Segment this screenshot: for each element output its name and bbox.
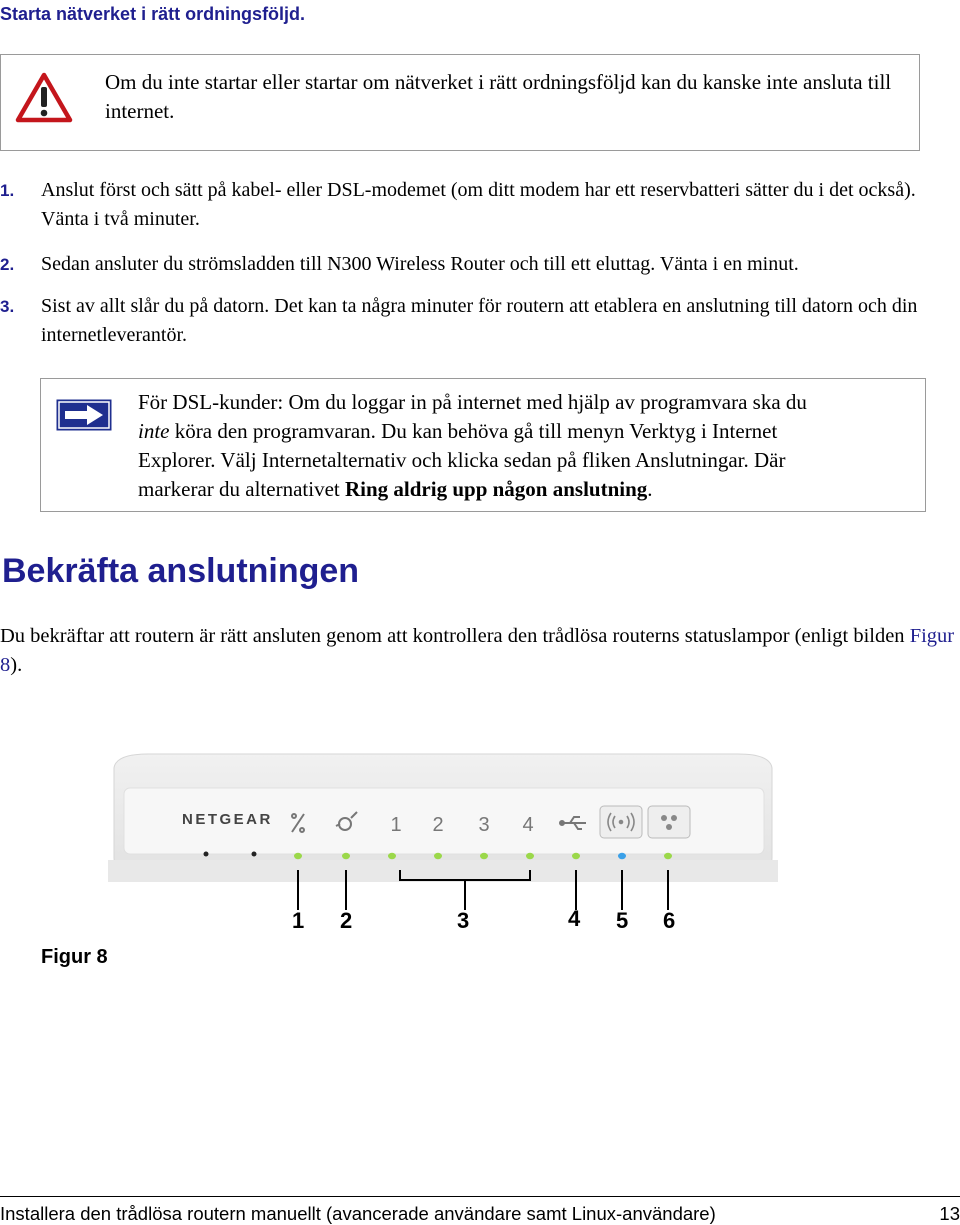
port-label: 3	[478, 814, 490, 836]
callout-lines	[260, 870, 700, 910]
port-label: 2	[432, 814, 444, 836]
wireless-button[interactable]	[648, 806, 690, 838]
note-line	[138, 417, 918, 446]
status-led	[388, 853, 396, 859]
port-label: 4	[522, 814, 534, 836]
body-paragraph	[0, 622, 958, 680]
page-number: 13	[939, 1203, 960, 1224]
step-text: Anslut först och sätt på kabel- eller DSL-modemet (om ditt modem har ett reservbatteri sätter du i det också). Vänta i två minuter.	[41, 179, 916, 230]
step-text: Sist av allt slår du på datorn. Det kan ta några minuter för routern att etablera en anslutning till datorn och din internetleverantör.	[41, 295, 918, 346]
callout-number: 6	[663, 908, 676, 933]
note-option-name: Ring aldrig upp någon anslutning	[344, 477, 648, 501]
status-led	[480, 853, 488, 859]
page-footer	[0, 1196, 960, 1224]
status-led	[434, 853, 442, 859]
step-text: Sedan ansluter du strömsladden till N300 Wireless Router och till ett eluttag. Vänta i en minut.	[41, 253, 799, 275]
section-heading: Bekräfta anslutningen	[2, 552, 360, 590]
router-front-panel	[108, 752, 778, 882]
router-brand: NETGEAR	[182, 811, 273, 828]
callout-number: 3	[457, 908, 470, 933]
callout-number: 4	[568, 906, 581, 931]
callout-number: 1	[292, 908, 305, 933]
status-led	[618, 853, 626, 859]
callout-number: 2	[340, 908, 353, 933]
status-led	[572, 853, 580, 859]
reset-hole	[204, 852, 209, 857]
warning-box	[0, 54, 920, 151]
note-line	[138, 475, 918, 504]
reset-hole	[252, 852, 257, 857]
figure-link[interactable]: Figur 8	[0, 625, 955, 676]
figure-caption: Figur 8	[41, 946, 108, 968]
status-led	[342, 853, 350, 859]
section-subheading: Starta nätverket i rätt ordningsföljd.	[0, 4, 306, 24]
note-line-text: köra den programvaran. Du kan behöva gå till menyn Verktyg i Internet	[169, 419, 778, 443]
warning-text: Om du inte startar eller startar om nätverket i rätt ordningsföljd kan du kanske inte ansluta till internet.	[105, 70, 892, 123]
paragraph-text: Du bekräftar att routern är rätt ansluten genom att kontrollera den trådlösa routerns statuslampor (enligt bilden	[0, 625, 910, 647]
step-number: 3.	[0, 297, 15, 316]
note-box	[40, 378, 926, 512]
step-number: 1.	[0, 181, 15, 200]
status-led	[294, 853, 302, 859]
note-line-text: markerar du alternativet	[138, 477, 345, 501]
status-led	[664, 853, 672, 859]
note-line: Explorer. Välj Internetalternativ och klicka sedan på fliken Anslutningar. Där	[138, 448, 786, 472]
note-line: För DSL-kunder: Om du loggar in på internet med hjälp av programvara ska du	[138, 390, 807, 414]
arrow-right-icon	[56, 399, 112, 431]
callout-number: 5	[616, 908, 629, 933]
footer-title: Installera den trådlösa routern manuellt (avancerade användare samt Linux-användare)	[0, 1203, 716, 1224]
paragraph-text: ).	[10, 654, 23, 676]
note-text	[138, 388, 918, 504]
port-label: 1	[390, 814, 402, 836]
note-emphasis: inte	[138, 419, 170, 443]
note-line-text: .	[647, 477, 653, 501]
step-number: 2.	[0, 255, 15, 274]
status-led	[526, 853, 534, 859]
warning-triangle-icon	[15, 72, 73, 124]
